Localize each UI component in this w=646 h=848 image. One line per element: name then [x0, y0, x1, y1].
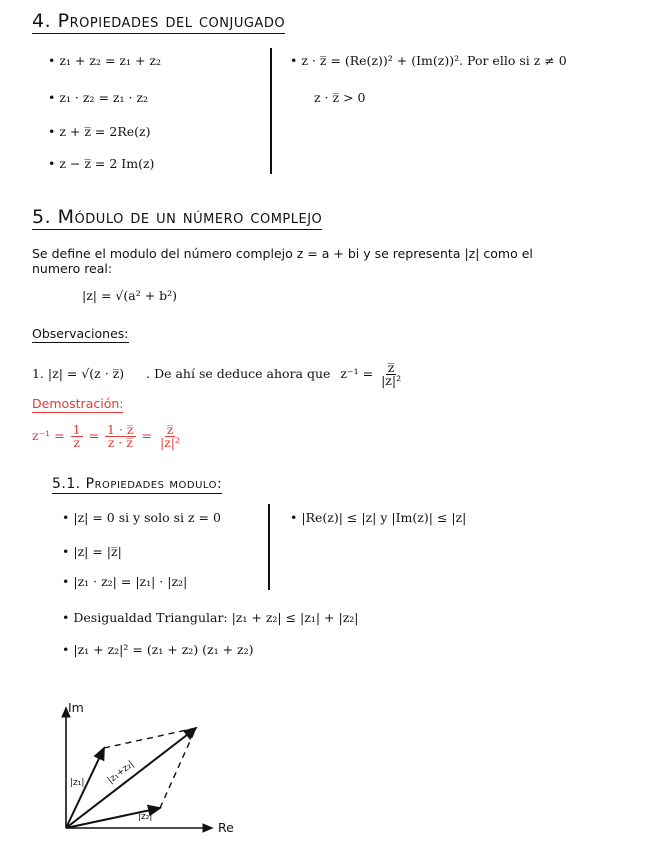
vector-z1 [66, 748, 104, 828]
axis-label-re: Re [218, 820, 234, 835]
conj-prop-imag: • z − z̅ = 2 Im(z) [48, 156, 154, 171]
fraction-numerator: 1 · z̅ [107, 422, 134, 437]
label-z2: |z₂| [138, 812, 153, 822]
section-5-title: 5. Módulo de un número complejo [32, 206, 323, 228]
section-4-title: 4. Propiedades del conjugado [32, 10, 286, 32]
modulus-prop-zero: • |z| = 0 si y solo si z = 0 [62, 510, 221, 525]
modulus-prop-product: • |z₁ · z₂| = |z₁| · |z₂| [62, 574, 187, 589]
vector-sum [66, 728, 196, 828]
demo-lhs: z⁻¹ = [32, 428, 65, 443]
definition-line-2: numero real: [32, 261, 113, 276]
axis-label-im: Im [68, 700, 84, 715]
conj-prop-sum: • z₁ + z₂ = z₁ + z₂ [48, 53, 161, 68]
conj-prop-positive: z · z̅ > 0 [314, 90, 366, 105]
fraction-numerator: 1 [72, 422, 81, 437]
fraction-denominator: z · z̅ [107, 435, 133, 450]
label-z1: |z₁| [70, 778, 85, 788]
conj-prop-modulus: • z · z̅ = (Re(z))² + (Im(z))². Por ello si z ≠ 0 [290, 53, 567, 68]
fraction-denominator: z [73, 435, 80, 450]
observation-1-inverse: z⁻¹ = [340, 366, 374, 381]
modulus-formula: |z| = √(a² + b²) [82, 288, 178, 303]
label-sum: |z₁+z₂| [106, 759, 137, 786]
fraction-denominator: |z|² [381, 373, 402, 388]
fraction-numerator: z̅ [387, 360, 395, 375]
conj-prop-real: • z + z̅ = 2Re(z) [48, 124, 150, 139]
modulus-prop-conjugate: • |z| = |z̅| [62, 544, 122, 559]
modulus-prop-bounds: • |Re(z)| ≤ |z| y |Im(z)| ≤ |z| [290, 510, 466, 525]
conj-prop-product: • z₁ · z₂ = z₁ · z₂ [48, 90, 148, 105]
observations-title: Observaciones: [32, 326, 129, 341]
equals-sign: = [88, 428, 100, 443]
observation-1-formula: 1. |z| = √(z · z̅) [32, 366, 125, 381]
section-5-1-title: 5.1. Propiedades modulo: [52, 476, 223, 492]
observation-1-text: . De ahí se deduce ahora que [146, 366, 331, 381]
triangle-inequality: • Desigualdad Triangular: |z₁ + z₂| ≤ |z₁| + |z₂| [62, 610, 359, 625]
fraction-numerator: z̅ [166, 422, 174, 437]
definition-line-1: Se define el modulo del número complejo z = a + bi y se representa |z| como el [32, 246, 533, 261]
demonstration-title: Demostración: [32, 396, 124, 411]
fraction-denominator: |z|² [159, 435, 180, 450]
modulus-square-prop: • |z₁ + z₂|² = (z₁ + z₂) (z₁ + z₂) [62, 642, 254, 657]
dashed-edge-right [160, 728, 196, 808]
equals-sign: = [141, 428, 152, 443]
